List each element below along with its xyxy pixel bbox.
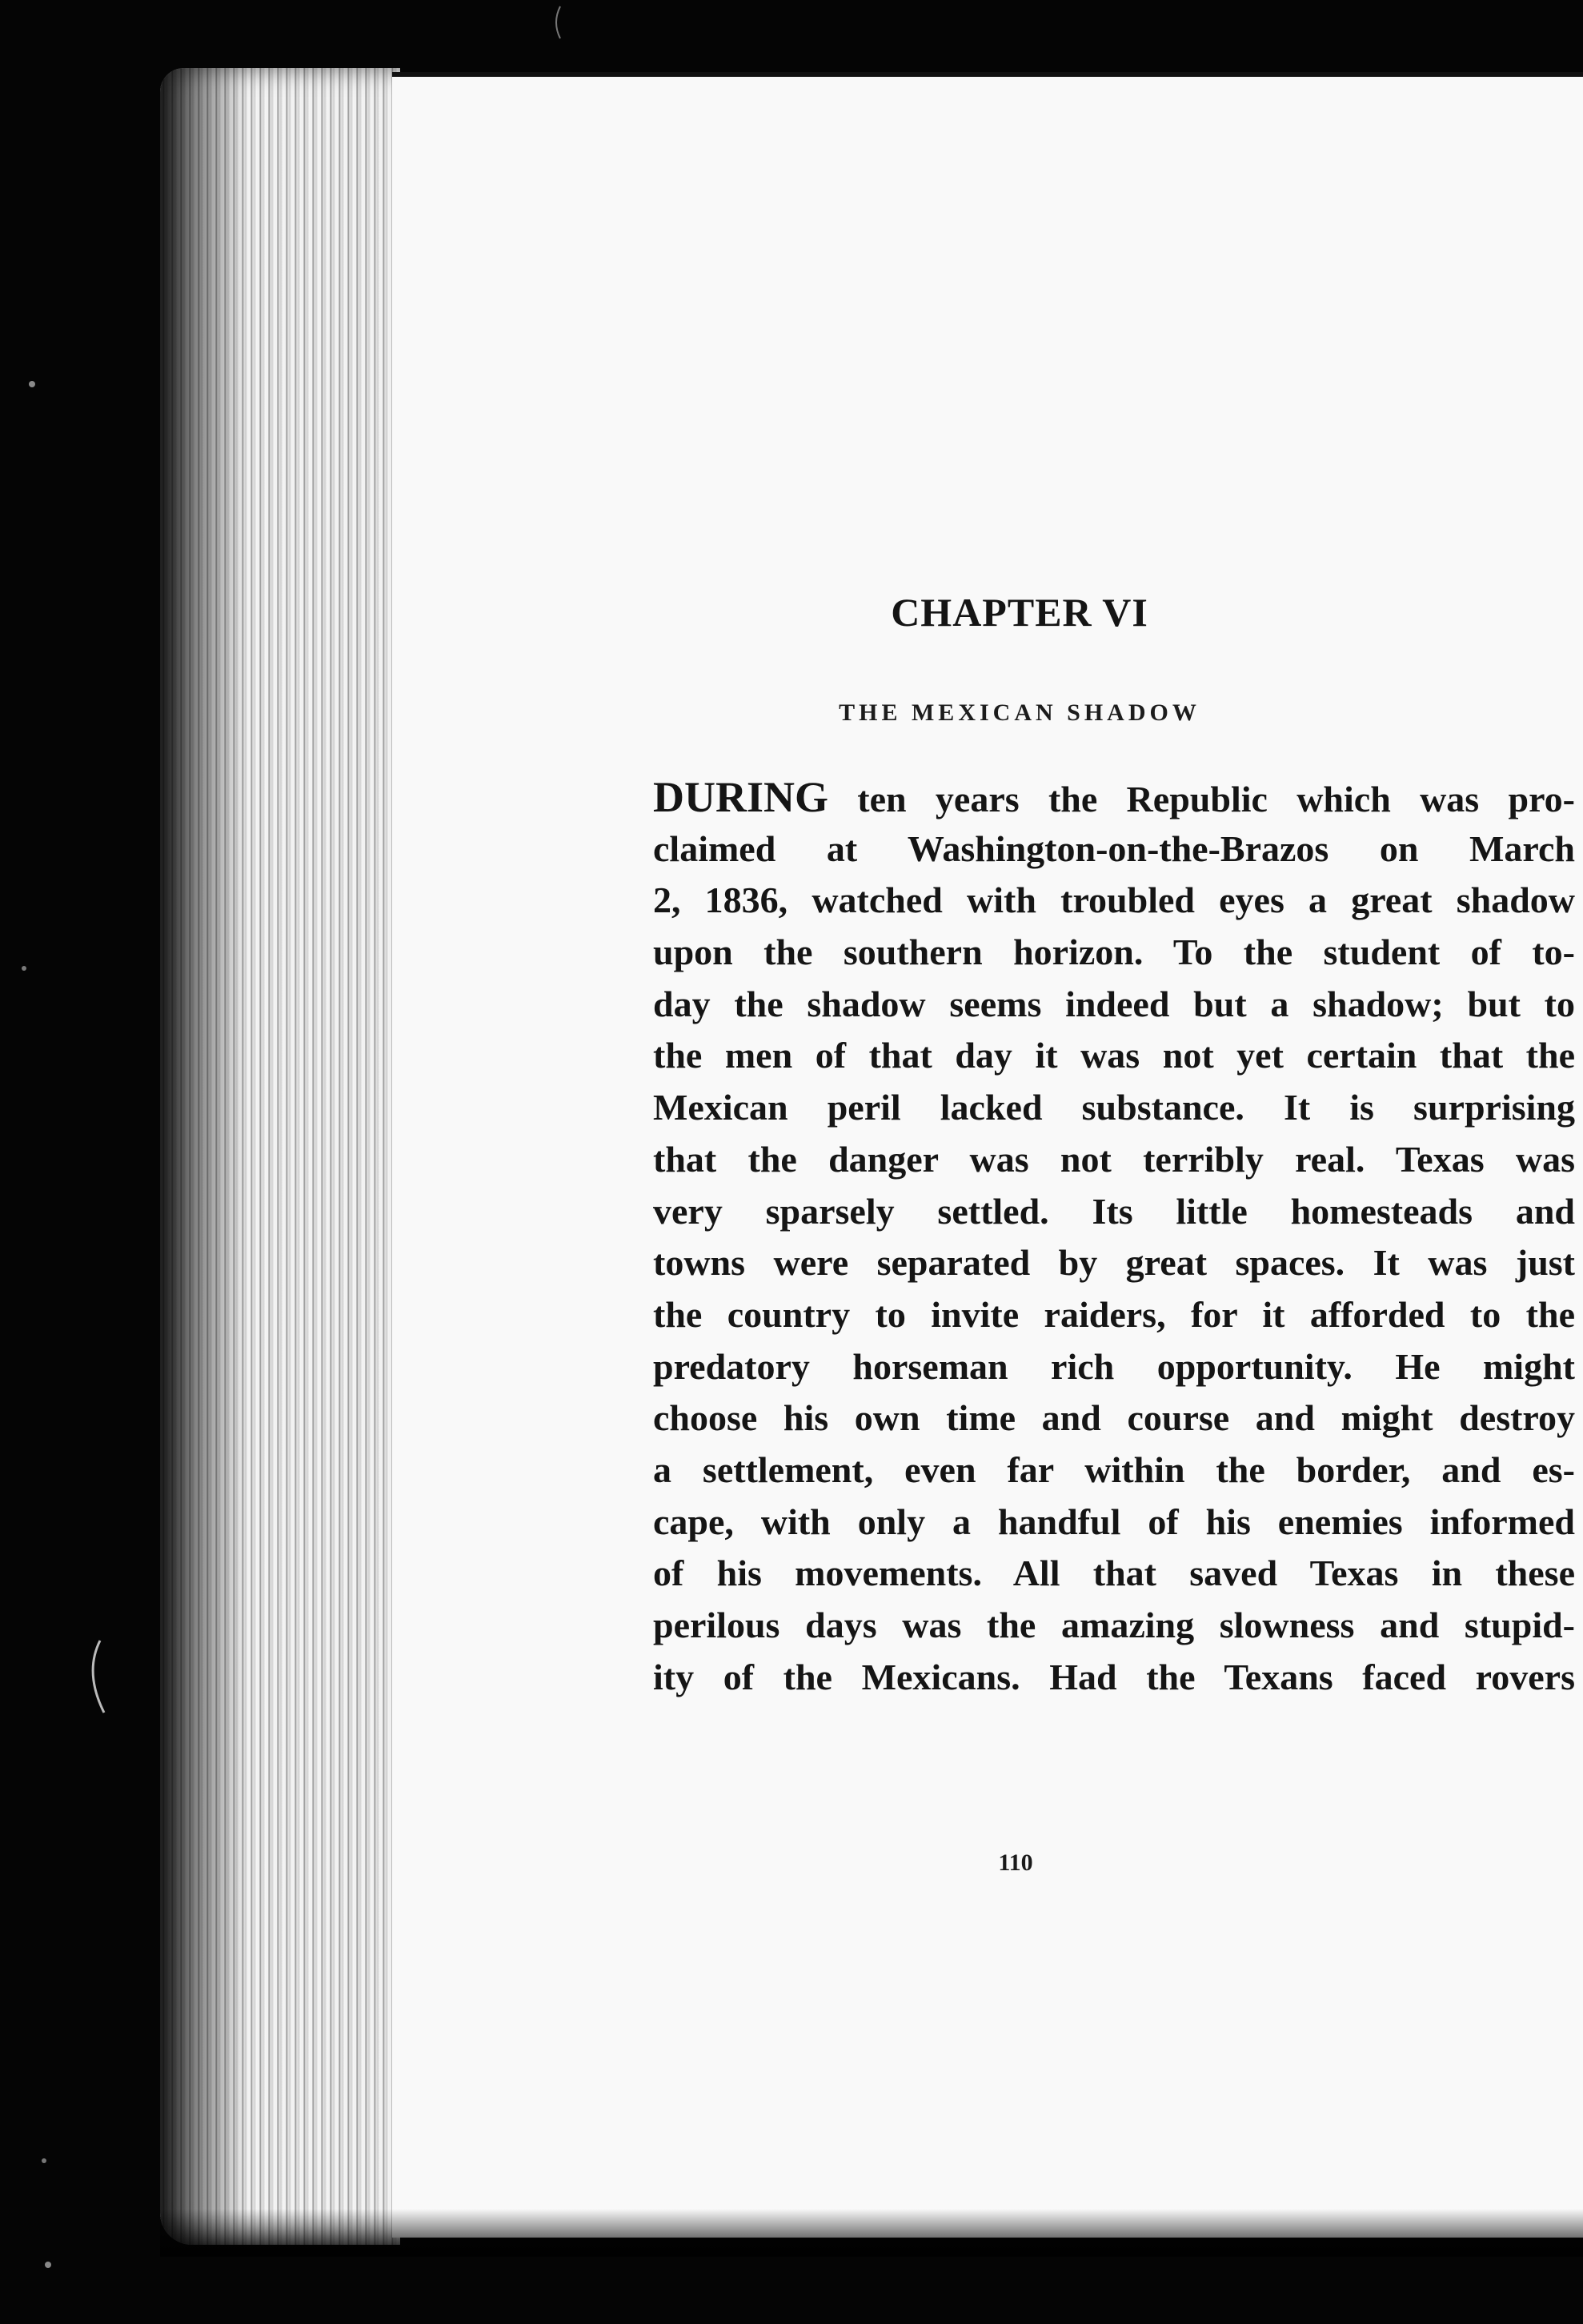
page-number: 110	[998, 1849, 1033, 1876]
text-line-rest: ten years the Republic which was pro-	[828, 779, 1575, 819]
text-line: very sparsely settled. Its little homesteads and	[653, 1190, 1575, 1232]
text-line: claimed at Washington-on-the-Brazos on March	[653, 827, 1575, 869]
page-bottom-shadow	[160, 2209, 1583, 2257]
text-line: 2, 1836, watched with troubled eyes a great shadow	[653, 880, 1575, 921]
text-line: perilous days was the amazing slowness and stupid-	[653, 1605, 1575, 1645]
text-line: the men of that day it was not yet certain that the	[653, 1035, 1575, 1076]
text-line: day the shadow seems indeed but a shadow; but to	[653, 983, 1575, 1024]
book-page	[392, 72, 1583, 2238]
binding-shadow	[160, 68, 248, 2245]
text-line: choose his own time and course and might destroy	[653, 1397, 1575, 1439]
chapter-heading: CHAPTER VI	[891, 590, 1148, 635]
text-line: Mexican peril lacked substance. It is surprising	[653, 1087, 1575, 1128]
dropcap-word: DURING	[653, 773, 829, 821]
text-line: cape, with only a handful of his enemies informed	[653, 1501, 1575, 1542]
text-line: towns were separated by great spaces. It was just	[653, 1242, 1575, 1284]
text-line	[653, 771, 1575, 823]
text-line: that the danger was not terribly real. Texas was	[653, 1138, 1575, 1180]
text-line: upon the southern horizon. To the student of to-	[653, 932, 1575, 973]
text-line: predatory horseman rich opportunity. He might	[653, 1345, 1575, 1387]
text-line: ity of the Mexicans. Had the Texans faced rovers	[653, 1656, 1575, 1697]
text-line: a settlement, even far within the border, and es-	[653, 1448, 1575, 1490]
body-text	[653, 771, 1575, 1703]
text-line: the country to invite raiders, for it afforded to the	[653, 1293, 1575, 1335]
text-line: of his movements. All that saved Texas in these	[653, 1553, 1575, 1594]
chapter-title: THE MEXICAN SHADOW	[839, 699, 1200, 726]
